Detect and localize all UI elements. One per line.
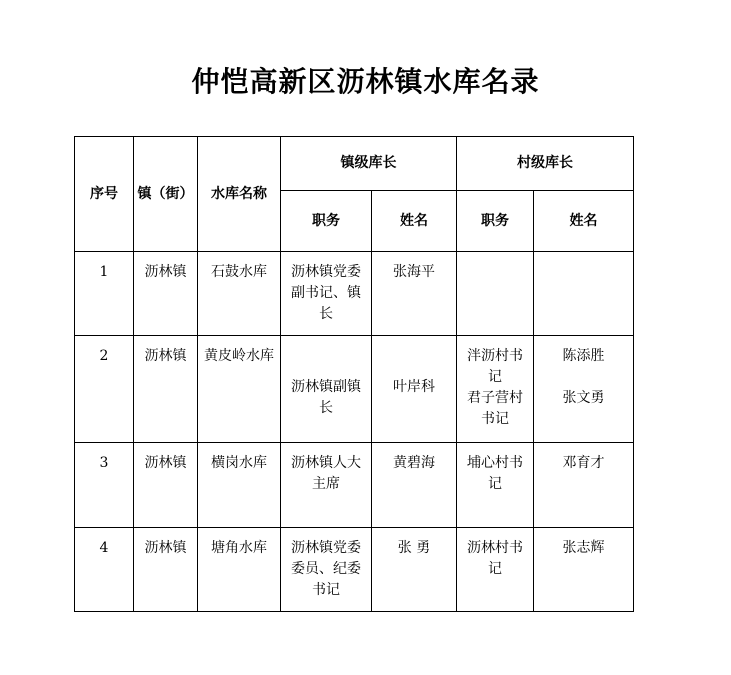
cell-town: 沥林镇: [134, 528, 198, 612]
village-name-1: 陈添胜: [562, 348, 605, 364]
cell-village-name: [534, 336, 634, 443]
cell-town-name: 黄碧海: [372, 443, 457, 528]
header-town-name: 姓名: [372, 191, 457, 252]
header-town-group: 镇级库长: [281, 137, 457, 191]
cell-village-duty: [457, 528, 534, 612]
village-name-1: 张志辉: [562, 540, 605, 556]
cell-town: 沥林镇: [134, 336, 198, 443]
village-name-2: 张文勇: [562, 390, 605, 406]
cell-town: 沥林镇: [134, 443, 198, 528]
cell-village-duty: [457, 336, 534, 443]
header-seq: 序号: [75, 137, 134, 252]
cell-town-duty: 沥林镇党委副书记、镇长: [281, 252, 372, 336]
cell-town-duty: 沥林镇副镇长: [281, 336, 372, 443]
header-town: 镇（街）: [134, 137, 198, 252]
table-row: [75, 336, 634, 443]
header-village-name: 姓名: [534, 191, 634, 252]
cell-reservoir: 横岗水库: [198, 443, 281, 528]
cell-town-duty: 沥林镇党委委员、纪委书记: [281, 528, 372, 612]
cell-village-name: [534, 443, 634, 528]
village-duty-1: 埔心村书记: [467, 455, 523, 492]
cell-reservoir: 塘角水库: [198, 528, 281, 612]
cell-village-duty: [457, 252, 534, 336]
header-village-group: 村级库长: [457, 137, 634, 191]
table-row: [75, 443, 634, 528]
cell-town: 沥林镇: [134, 252, 198, 336]
cell-reservoir: 石鼓水库: [198, 252, 281, 336]
header-village-duty: 职务: [457, 191, 534, 252]
table-row: [75, 252, 634, 336]
cell-seq: 2: [75, 336, 134, 443]
header-reservoir: 水库名称: [198, 137, 281, 252]
cell-village-name: [534, 528, 634, 612]
cell-seq: 4: [75, 528, 134, 612]
table-row: [75, 528, 634, 612]
cell-seq: 3: [75, 443, 134, 528]
cell-village-duty: [457, 443, 534, 528]
cell-seq: 1: [75, 252, 134, 336]
reservoir-table: [74, 136, 634, 612]
village-duty-2: 君子营村书记: [467, 390, 523, 427]
village-duty-1: 泮沥村书记: [467, 348, 523, 385]
cell-town-duty: 沥林镇人大主席: [281, 443, 372, 528]
cell-town-name: 叶岸科: [372, 336, 457, 443]
cell-reservoir: 黄皮岭水库: [198, 336, 281, 443]
cell-town-name: 张 勇: [372, 528, 457, 612]
header-town-duty: 职务: [281, 191, 372, 252]
village-duty-1: 沥林村书记: [467, 540, 523, 577]
header-row-top: [75, 137, 634, 191]
cell-village-name: [534, 252, 634, 336]
cell-town-name: 张海平: [372, 252, 457, 336]
spacer: [534, 367, 633, 388]
document-title: 仲恺高新区沥林镇水库名录: [191, 65, 540, 98]
village-name-1: 邓育才: [562, 455, 605, 471]
